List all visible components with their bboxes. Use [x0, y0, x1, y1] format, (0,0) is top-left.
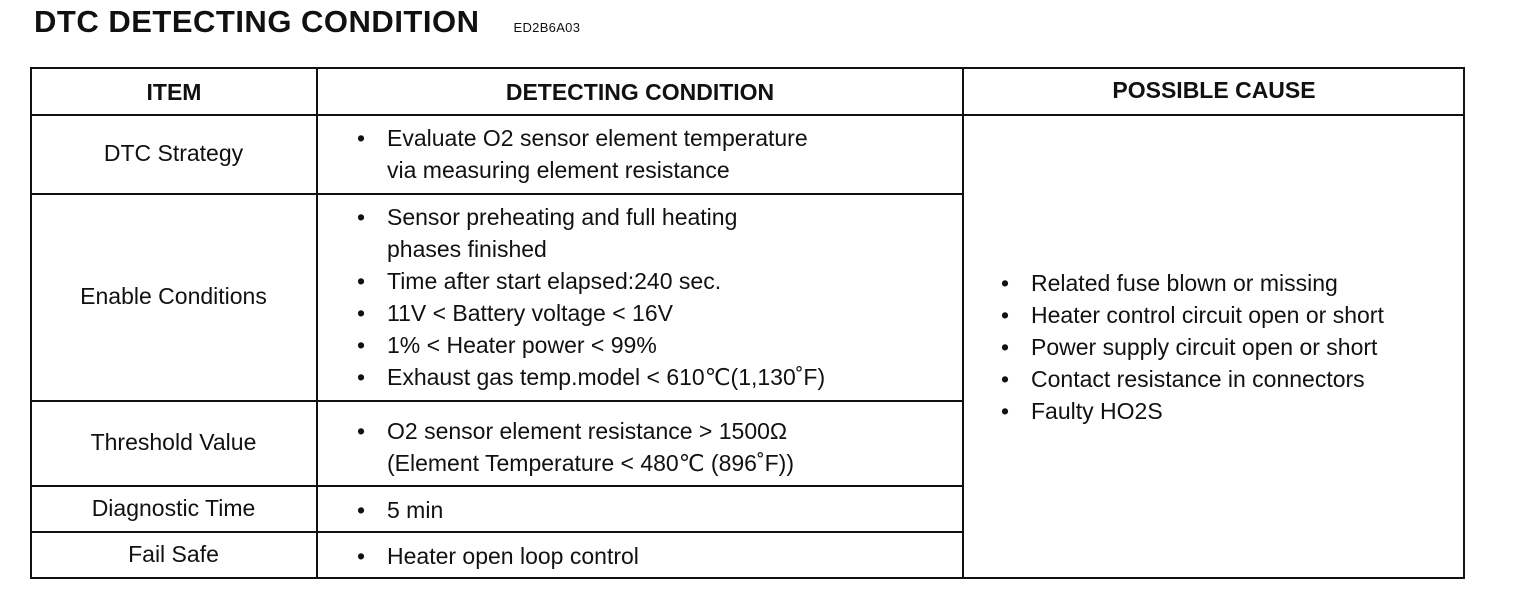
row-divider-3 — [30, 485, 964, 487]
condition-item: • O2 sensor element resistance > 1500Ω (Element Temperature < 480℃ (896˚F)) — [357, 415, 794, 479]
cause-item: • Power supply circuit open or short — [1001, 331, 1384, 363]
condition-item: • Evaluate O2 sensor element temperature via measuring element resistance — [357, 122, 808, 186]
row-item-enable-conditions: Enable Conditions — [80, 283, 267, 309]
row-conditions-fail-safe — [357, 540, 639, 572]
cause-item: • Heater control circuit open or short — [1001, 299, 1384, 331]
row-conditions-threshold — [357, 415, 794, 479]
cause-item: • Faulty HO2S — [1001, 395, 1384, 427]
condition-item: • Heater open loop control — [357, 540, 639, 572]
row-divider-4 — [30, 531, 964, 533]
condition-item: • Sensor preheating and full heating phases finished — [357, 201, 825, 265]
column-header-cause: POSSIBLE CAUSE — [1112, 77, 1316, 103]
column-divider-2 — [962, 67, 964, 579]
condition-item: • Time after start elapsed:240 sec. — [357, 265, 825, 297]
row-item-threshold-value: Threshold Value — [90, 429, 257, 455]
title-row — [34, 4, 580, 48]
page-title: DTC DETECTING CONDITION — [34, 4, 480, 39]
condition-item: • Exhaust gas temp.model < 610℃(1,130˚F) — [357, 361, 825, 393]
cause-item: • Contact resistance in connectors — [1001, 363, 1384, 395]
row-item-diagnostic-time: Diagnostic Time — [91, 495, 256, 521]
row-conditions-dtc-strategy — [357, 122, 808, 186]
condition-item: • 11V < Battery voltage < 16V — [357, 297, 825, 329]
column-header-item: ITEM — [146, 79, 202, 105]
row-conditions-diagnostic-time — [357, 494, 443, 526]
document-code: ED2B6A03 — [513, 20, 581, 35]
condition-item: • 5 min — [357, 494, 443, 526]
condition-item: • 1% < Heater power < 99% — [357, 329, 825, 361]
row-conditions-enable — [357, 201, 825, 393]
cause-item: • Related fuse blown or missing — [1001, 267, 1384, 299]
row-item-dtc-strategy: DTC Strategy — [103, 140, 244, 166]
table-border-right — [1463, 67, 1465, 579]
row-divider-1 — [30, 193, 964, 195]
dtc-condition-table — [30, 67, 1465, 579]
possible-causes-list — [1001, 267, 1384, 427]
table-border-bottom — [30, 577, 1465, 579]
row-item-fail-safe: Fail Safe — [128, 541, 219, 567]
column-header-condition: DETECTING CONDITION — [505, 79, 775, 105]
row-divider-2 — [30, 400, 964, 402]
